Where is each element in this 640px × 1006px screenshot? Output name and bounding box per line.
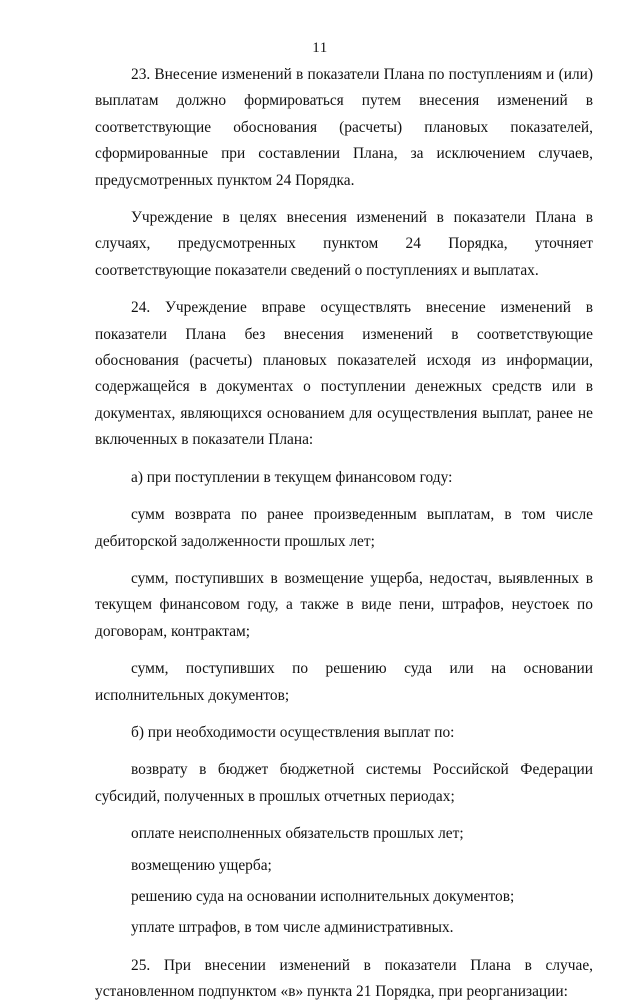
- list-item-damage-compensation: возмещению ущерба;: [131, 856, 272, 874]
- list-item-fines: уплате штрафов, в том числе административных.: [131, 919, 454, 937]
- list-item-subsidy-return: возврату в бюджет бюджетной системы Российской Федерации субсидий, полученных в прошлых отчетных периодах;: [95, 761, 593, 805]
- paragraph-23: 23. Внесение изменений в показатели Плана по поступлениям и (или) выплатам должно формироваться путем внесения изменений в соответствующие обоснования (расчеты) плановых показателей, сформированные при составлении Плана, за исключением случаев, предусмотренных пунктом 24 Порядка.: [95, 66, 593, 189]
- list-item-unfulfilled-obligations: оплате неисполненных обязательств прошлых лет;: [131, 825, 464, 843]
- list-item-b: б) при необходимости осуществления выплат по:: [131, 723, 455, 741]
- list-item-damage-amounts: сумм, поступивших в возмещение ущерба, недостач, выявленных в текущем финансовом году, а также в виде пени, штрафов, неустоек по договорам, контрактам;: [95, 569, 593, 640]
- paragraph-25: 25. При внесении изменений в показатели Плана в случае, установленном подпунктом «в» пункта 21 Порядка, при реорганизации:: [95, 956, 593, 1001]
- list-item-court-amounts: сумм, поступивших по решению суда или на основании исполнительных документов;: [95, 660, 593, 704]
- list-item-refund-amounts: сумм возврата по ранее произведенным выплатам, в том числе дебиторской задолженности прошлых лет;: [95, 506, 593, 550]
- paragraph-institution-clarifies: Учреждение в целях внесения изменений в показатели Плана в случаях, предусмотренных пунктом 24 Порядка, уточняет соответствующие показатели сведений о поступлениях и выплатах.: [95, 209, 593, 279]
- paragraph-24: 24. Учреждение вправе осуществлять внесение изменений в показатели Плана без внесения изменений в соответствующие обоснования (расчеты) плановых показателей исходя из информации, содержащейся в документах о поступлении денежных средств или в документах, являющихся основанием для осуществления выплат, ранее не включенных в показатели Плана:: [95, 299, 593, 449]
- list-item-a: а) при поступлении в текущем финансовом году:: [131, 468, 453, 486]
- list-item-court-decision: решению суда на основании исполнительных документов;: [131, 887, 515, 905]
- document-body: [95, 62, 593, 1006]
- page-number: 11: [312, 40, 328, 56]
